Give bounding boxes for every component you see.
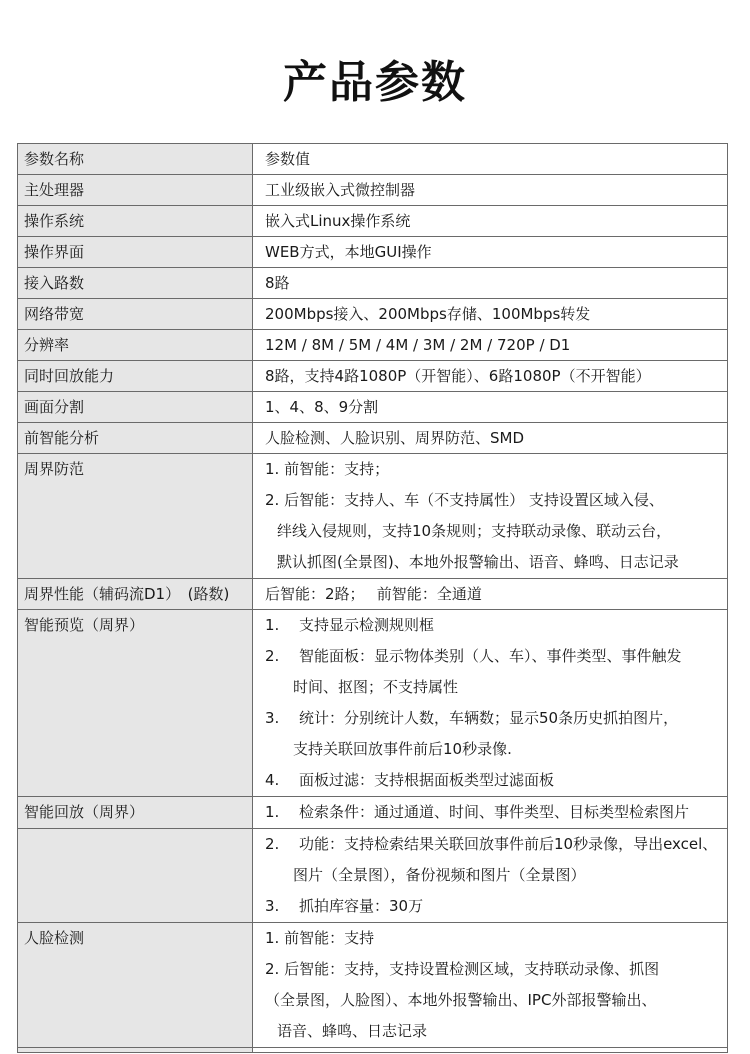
table-row	[18, 299, 728, 330]
header-value-cell: 参数值	[253, 144, 728, 175]
header-key-cell: 参数名称	[18, 144, 253, 175]
item-text: 智能面板：显示物体类别（人、车）、事件类型、事件触发	[299, 647, 682, 665]
item-number: 2.	[265, 835, 280, 853]
value-line: 时间、抠图；不支持属性	[293, 678, 459, 696]
row-key: 智能预览（周界）	[18, 610, 253, 797]
value-line	[265, 765, 727, 796]
item-number: 3.	[265, 897, 280, 915]
table-row	[18, 829, 728, 923]
value-line	[265, 610, 727, 641]
item-number: 3.	[265, 709, 280, 727]
value-line: 2. 后智能：支持，支持设置检测区域，支持联动录像、抓图	[265, 960, 660, 978]
table-row	[18, 423, 728, 454]
table-row	[18, 175, 728, 206]
row-value	[253, 829, 728, 923]
item-number: 1.	[265, 616, 280, 634]
row-value: 工业级嵌入式微控制器	[253, 175, 728, 206]
row-value	[253, 610, 728, 797]
row-value	[253, 454, 728, 579]
row-key: 操作界面	[18, 237, 253, 268]
value-line	[265, 703, 727, 734]
item-number: 4.	[265, 771, 280, 789]
table-row	[18, 361, 728, 392]
row-key: 同时回放能力	[18, 361, 253, 392]
value-line: 支持关联回放事件前后10秒录像.	[293, 740, 512, 758]
item-text: 面板过滤：支持根据面板类型过滤面板	[299, 771, 555, 789]
value-line: 图片（全景图），备份视频和图片（全景图）	[293, 866, 586, 884]
value-line	[265, 891, 727, 922]
value-line	[265, 829, 727, 860]
item-number: 1.	[265, 803, 280, 821]
table-row	[18, 923, 728, 1048]
item-text: 抓拍库容量：30万	[299, 897, 424, 915]
row-key	[18, 1048, 253, 1053]
row-key: 分辨率	[18, 330, 253, 361]
row-value	[253, 923, 728, 1048]
item-text: 功能：支持检索结果关联回放事件前后10秒录像，导出excel、	[299, 835, 718, 853]
value-line: 1. 前智能：支持；	[265, 460, 390, 478]
value-line	[265, 797, 727, 828]
row-value: 200Mbps接入、200Mbps存储、100Mbps转发	[253, 299, 728, 330]
table-row	[18, 797, 728, 829]
row-value: 8路，支持4路1080P（开智能）、6路1080P（不开智能）	[253, 361, 728, 392]
value-line	[265, 641, 727, 672]
page-title: 产品参数	[283, 57, 467, 108]
row-key: 画面分割	[18, 392, 253, 423]
value-line: 绊线入侵规则，支持10条规则；支持联动录像、联动云台，	[277, 522, 672, 540]
row-key: 周界性能（辅码流D1） (路数)	[18, 579, 253, 610]
value-line: （全景图，人脸图）、本地外报警输出、IPC外部报警输出、	[265, 991, 657, 1009]
row-value: WEB方式，本地GUI操作	[253, 237, 728, 268]
item-text: 统计：分别统计人数，车辆数；显示50条历史抓拍图片，	[299, 709, 679, 727]
row-value	[253, 797, 728, 829]
table-row	[18, 237, 728, 268]
row-value: 8路	[253, 268, 728, 299]
row-key: 前智能分析	[18, 423, 253, 454]
value-line: 2. 后智能：支持人、车（不支持属性） 支持设置区域入侵、	[265, 491, 664, 509]
table-header-row	[18, 144, 728, 175]
row-key: 主处理器	[18, 175, 253, 206]
row-value: 后智能：2路； 前智能：全通道	[253, 579, 728, 610]
value-line: 1. 前智能：支持	[265, 929, 375, 947]
table-row	[18, 392, 728, 423]
row-key: 操作系统	[18, 206, 253, 237]
row-key: 网络带宽	[18, 299, 253, 330]
row-key	[18, 829, 253, 923]
row-value	[253, 1048, 728, 1053]
item-number: 2.	[265, 647, 280, 665]
row-value: 12M / 8M / 5M / 4M / 3M / 2M / 720P / D1	[253, 330, 728, 361]
table-row	[18, 330, 728, 361]
table-row	[18, 454, 728, 579]
table-row	[18, 206, 728, 237]
row-value: 1、4、8、9分割	[253, 392, 728, 423]
row-key: 人脸检测	[18, 923, 253, 1048]
table-row	[18, 610, 728, 797]
row-key: 接入路数	[18, 268, 253, 299]
item-text: 支持显示检测规则框	[299, 616, 435, 634]
value-line: 语音、蜂鸣、日志记录	[277, 1022, 428, 1040]
item-text: 检索条件：通过通道、时间、事件类型、目标类型检索图片	[299, 803, 690, 821]
row-key: 周界防范	[18, 454, 253, 579]
table-row	[18, 579, 728, 610]
spec-table	[17, 143, 728, 1053]
value-line: 默认抓图(全景图)、本地外报警输出、语音、蜂鸣、日志记录	[277, 553, 679, 571]
row-value: 人脸检测、人脸识别、周界防范、SMD	[253, 423, 728, 454]
row-key: 智能回放（周界）	[18, 797, 253, 829]
row-value: 嵌入式Linux操作系统	[253, 206, 728, 237]
table-row	[18, 268, 728, 299]
table-row-cut	[18, 1048, 728, 1053]
